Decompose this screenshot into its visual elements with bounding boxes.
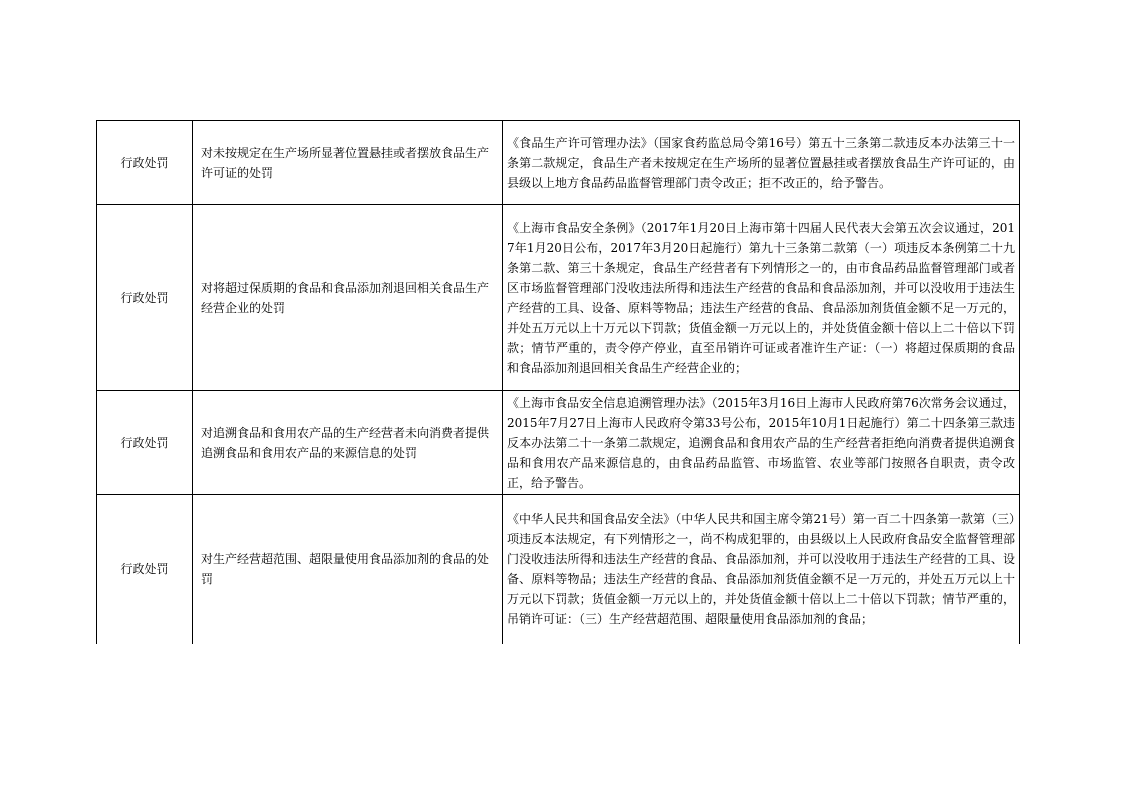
table-row (97, 391, 1020, 495)
table-row (97, 205, 1020, 391)
penalty-item-cell: 对生产经营超范围、超限量使用食品添加剂的食品的处罚 (193, 495, 503, 644)
penalty-item-cell: 对追溯食品和食用农产品的生产经营者未向消费者提供追溯食品和食用农产品的来源信息的处罚 (193, 391, 503, 495)
legal-basis-cell: 《中华人民共和国食品安全法》（中华人民共和国主席令第21号）第一百二十四条第一款第（三）项违反本法规定，有下列情形之一，尚不构成犯罪的，由县级以上人民政府食品安全监督管理部门没收违法所得和违法生产经营的食品、食品添加剂，并可以没收用于违法生产经营的工具、设备、原料等物品；违法生产经营的食品、食品添加剂货值金额不足一万元的，并处五万元以上十万元以下罚款；货值金额一万元以上的，并处货值金额十倍以上二十倍以下罚款；情节严重的，吊销许可证：（三）生产经营超范围、超限量使用食品添加剂的食品； (503, 495, 1020, 644)
penalty-type-cell: 行政处罚 (97, 121, 193, 205)
penalty-type-cell: 行政处罚 (97, 495, 193, 644)
penalty-item-cell: 对未按规定在生产场所显著位置悬挂或者摆放食品生产许可证的处罚 (193, 121, 503, 205)
legal-basis-cell: 《上海市食品安全条例》（2017年1月20日上海市第十四届人民代表大会第五次会议通过，2017年1月20日公布，2017年3月20日起施行）第九十三条第二款第（一）项违反本条例第二十九条第二款、第三十条规定，食品生产经营者有下列情形之一的，由市食品药品监督管理部门或者区市场监督管理部门没收违法所得和违法生产经营的食品和食品添加剂，并可以没收用于违法生产经营的工具、设备、原料等物品；违法生产经营的食品、食品添加剂货值金额不足一万元的，并处五万元以上十万元以下罚款；货值金额一万元以上的，并处货值金额十倍以上二十倍以下罚款；情节严重的，责令停产停业，直至吊销许可证或者准许生产证：（一）将超过保质期的食品和食品添加剂退回相关食品生产经营企业的； (503, 205, 1020, 391)
table-row (97, 495, 1020, 644)
penalty-table (96, 120, 1020, 644)
table-row (97, 121, 1020, 205)
legal-basis-cell: 《食品生产许可管理办法》（国家食药监总局令第16号）第五十三条第二款违反本办法第三十一条第二款规定，食品生产者未按规定在生产场所的显著位置悬挂或者摆放食品生产许可证的，由县级以上地方食品药品监督管理部门责令改正；拒不改正的，给予警告。 (503, 121, 1020, 205)
penalty-item-cell: 对将超过保质期的食品和食品添加剂退回相关食品生产经营企业的处罚 (193, 205, 503, 391)
penalty-type-cell: 行政处罚 (97, 205, 193, 391)
legal-basis-cell: 《上海市食品安全信息追溯管理办法》（2015年3月16日上海市人民政府第76次常务会议通过，2015年7月27日上海市人民政府令第33号公布，2015年10月1日起施行）第二十四条第三款违反本办法第二十一条第二款规定，追溯食品和食用农产品的生产经营者拒绝向消费者提供追溯食品和食用农产品来源信息的，由食品药品监管、市场监管、农业等部门按照各自职责，责令改正，给予警告。 (503, 391, 1020, 495)
penalty-type-cell: 行政处罚 (97, 391, 193, 495)
